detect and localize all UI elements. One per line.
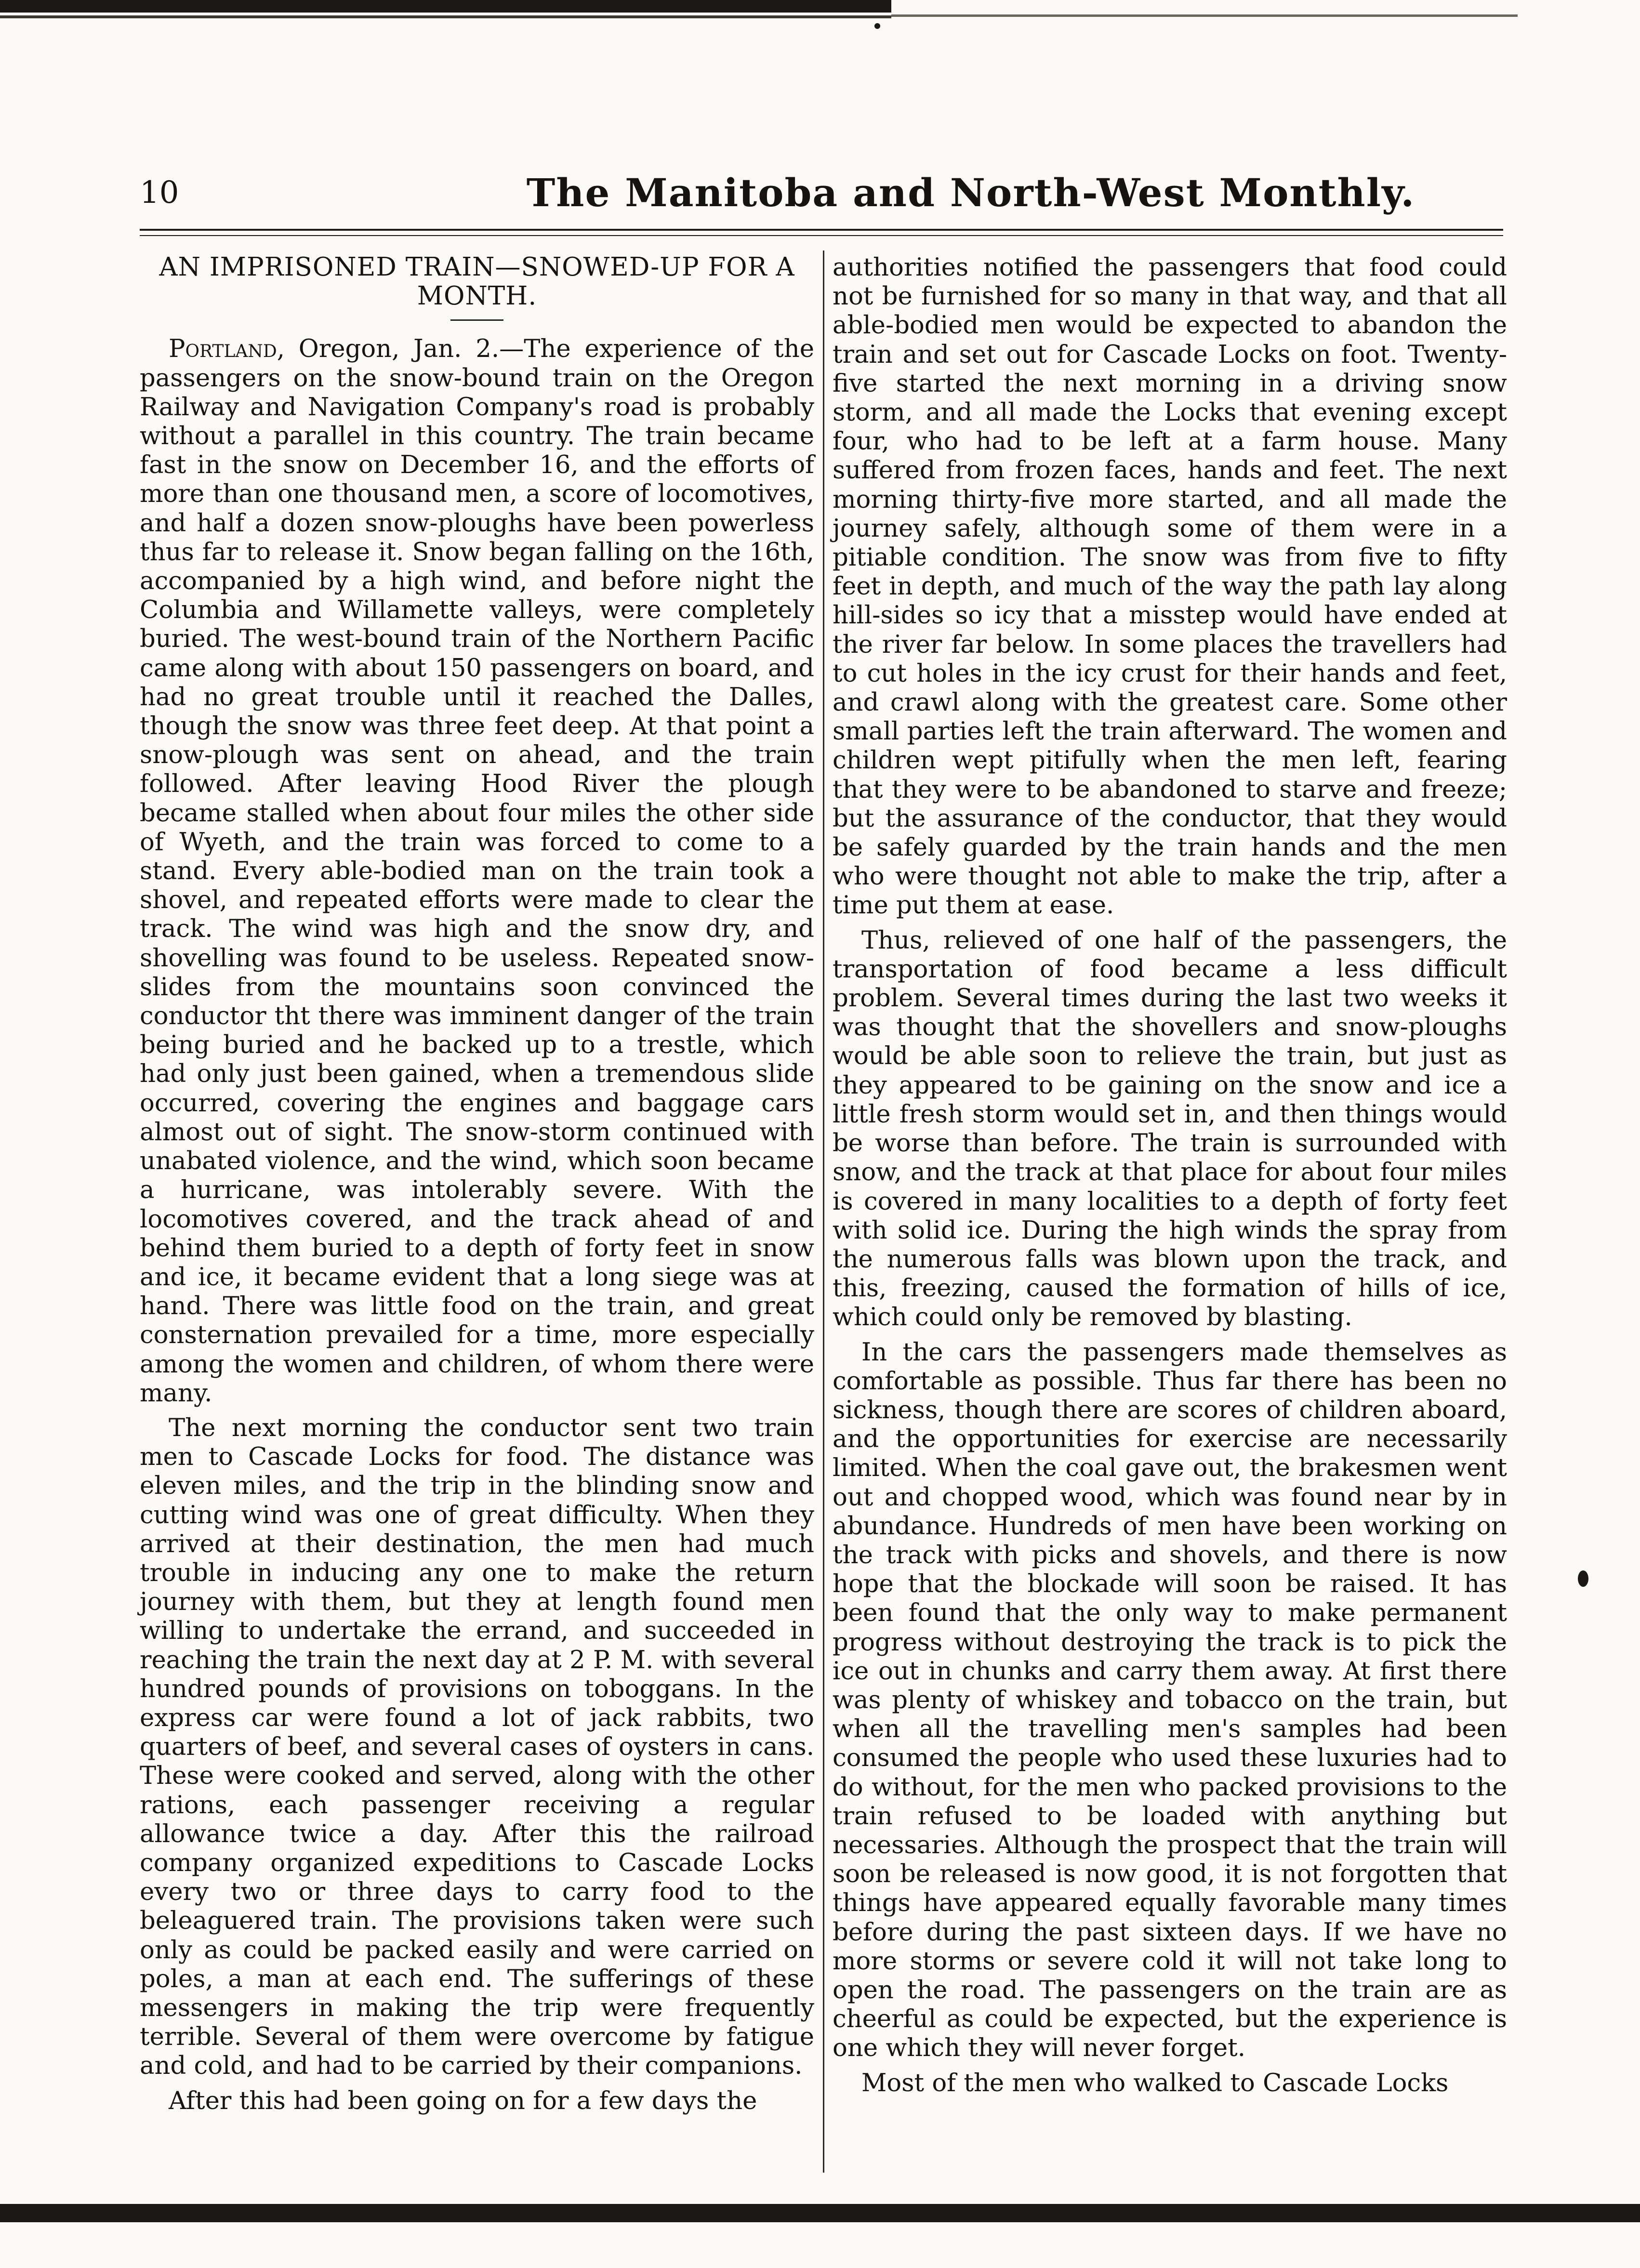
ink-speck [1578,1570,1588,1587]
header-rule-thick [140,229,1503,231]
article-paragraph: In the cars the passengers made themselves as comfortable as possible. Thus far there has been no sickness, though there are scores of children aboard, and the opportunities for exercise are necessarily limited. When the coal gave out, the brakesmen went out and chopped wood, which was found near by in abundance. Hundreds of men have been working on the track with picks and shovels, and there is now hope that the blockade will soon be raised. It has been found that the only way to make permanent progress without destroying the track is to pick the ice out in chunks and carry them away. At first there was plenty of whiskey and tobacco on the train, but when all the travelling men's samples had been consumed the people who used these luxuries had to do without, for the men who packed provisions to the train refused to be loaded with anything but necessaries. Although the prospect that the train will soon be released is now good, it is not forgotten that things have appeared equally favorable many times before during the past sixteen days. If we have no more storms or severe cold it will not take long to open the road. The passengers on the train are as cheerful as could be expected, but the experience is one which they will never forget. [833,1337,1507,2063]
title-rule [450,319,503,321]
bottom-border-rule [0,2194,1640,2228]
article-paragraph: The next morning the conductor sent two train men to Cascade Locks for food. The distance was eleven miles, and the trip in the blinding snow and cutting wind was one of great difficulty. When they arrived at their destination, the men had much trouble in inducing any one to make the return journey with them, but they at length found men willing to undertake the errand, and succeeded in reaching the train the next day at 2 P. M. with several hundred pounds of provisions on toboggans. In the express car were found a lot of jack rabbits, two quarters of beef, and several cases of oysters in cans. These were cooked and served, along with the other rations, each passenger receiving a regular allowance twice a day. After this the railroad company organized expeditions to Cascade Locks every two or three days to carry food to the beleaguered train. The provisions taken were such only as could be packed easily and were carried on poles, a man at each end. The sufferings of these messengers in making the trip were frequently terrible. Several of them were overcome by fatigue and cold, and had to be carried by their companions. [140,1413,814,2081]
page-number: 10 [140,175,179,211]
article-paragraph: authorities notified the passengers that food could not be furnished for so many in that way, and that all able-bodied men would be expected to abandon the train and set out for Cascade Locks on foot. Twenty-five started the next morning in a driving snow storm, and all made the Locks that evening except four, who had to be left at a farm house. Many suffered from frozen faces, hands and feet. The next morning thirty-five more started, and all made the journey safely, although some of them were in a pitiable condition. The snow was from five to fifty feet in depth, and much of the way the path lay along hill-sides so icy that a misstep would have ended at the river far below. In some places the travellers had to cut holes in the icy crust for their hands and feet, and crawl along with the greatest care. Some other small parties left the train afterward. The women and children wept pitifully when the men left, fearing that they were to be abandoned to starve and freeze; but the assurance of the conductor, that they would be safely guarded by the train hands and the men who were thought not able to make the trip, after a time put them at ease. [833,253,1507,920]
article-paragraph: Thus, relieved of one half of the passengers, the transportation of food became a less difficult problem. Several times during the last two weeks it was thought that the shovellers and snow-ploughs would be able soon to relieve the train, but just as they appeared to be gaining on the snow and ice a little fresh storm would set in, and then things would be worse than before. The train is surrounded with snow, and the track at that place for about four miles is covered in many localities to a depth of forty feet with solid ice. During the high winds the spray from the numerous falls was blown upon the track, and this, freezing, caused the formation of hills of ice, which could only be removed by blasting. [833,925,1507,1332]
page-header [140,166,1503,219]
column-divider [823,251,824,2173]
article-paragraph: Most of the men who walked to Cascade Locks [861,2068,1449,2097]
paragraph-text: , Oregon, Jan. 2.—The experience of the passengers on the snow-bound train on the Oregon Railway and Navigation Company's road is probably without a parallel in this country. The train became fast in the snow on December 16, and the efforts of more than one thousand men, a score of locomotives, and half a dozen snow-ploughs have been powerless thus far to release it. Snow began falling on the 16th, accompanied by a high wind, and before night the Columbia and Willamette valleys, were completely buried. The west-bound train of the Northern Pacific came along with about 150 passengers on board, and had no great trouble until it reached the Dalles, though the snow was three feet deep. At that point a snow-plough was sent on ahead, and the train followed. After leaving Hood River the plough became stalled when about four miles the other side of Wyeth, and the train was forced to come to a stand. Every able-bodied man on the train took a shovel, and repeated efforts were made to clear the track. The wind was high and the snow dry, and shovelling was found to be useless. Repeated snow-slides from the mountains soon convinced the conductor tht there was imminent danger of the train being buried and he backed up to a trestle, which had only just been gained, when a tremendous slide occurred, covering the engines and baggage cars almost out of sight. The snow-storm continued with unabated violence, and the wind, which soon became a hurricane, was intolerably severe. With the locomotives covered, and the track ahead of and behind them buried to a depth of forty feet in snow and ice, it became evident that a long siege was at hand. There was little food on the train, and great consternation prevailed for a time, more especially among the women and children, of whom there were many. [140,334,814,1408]
article-paragraph [140,334,814,1408]
top-border-rule [0,0,891,20]
dateline: Portland [169,334,277,364]
right-column [833,253,1507,2103]
top-border-rule-tail [891,14,1518,17]
ink-speck [874,23,880,29]
header-rule-thin [140,235,1503,236]
article-title: AN IMPRISONED TRAIN—SNOWED-UP FOR A MONTH. [159,252,795,311]
article-paragraph: After this had been going on for a few days the [169,2086,757,2115]
left-column [140,253,814,2121]
journal-title: The Manitoba and North-West Monthly. [526,170,1415,215]
